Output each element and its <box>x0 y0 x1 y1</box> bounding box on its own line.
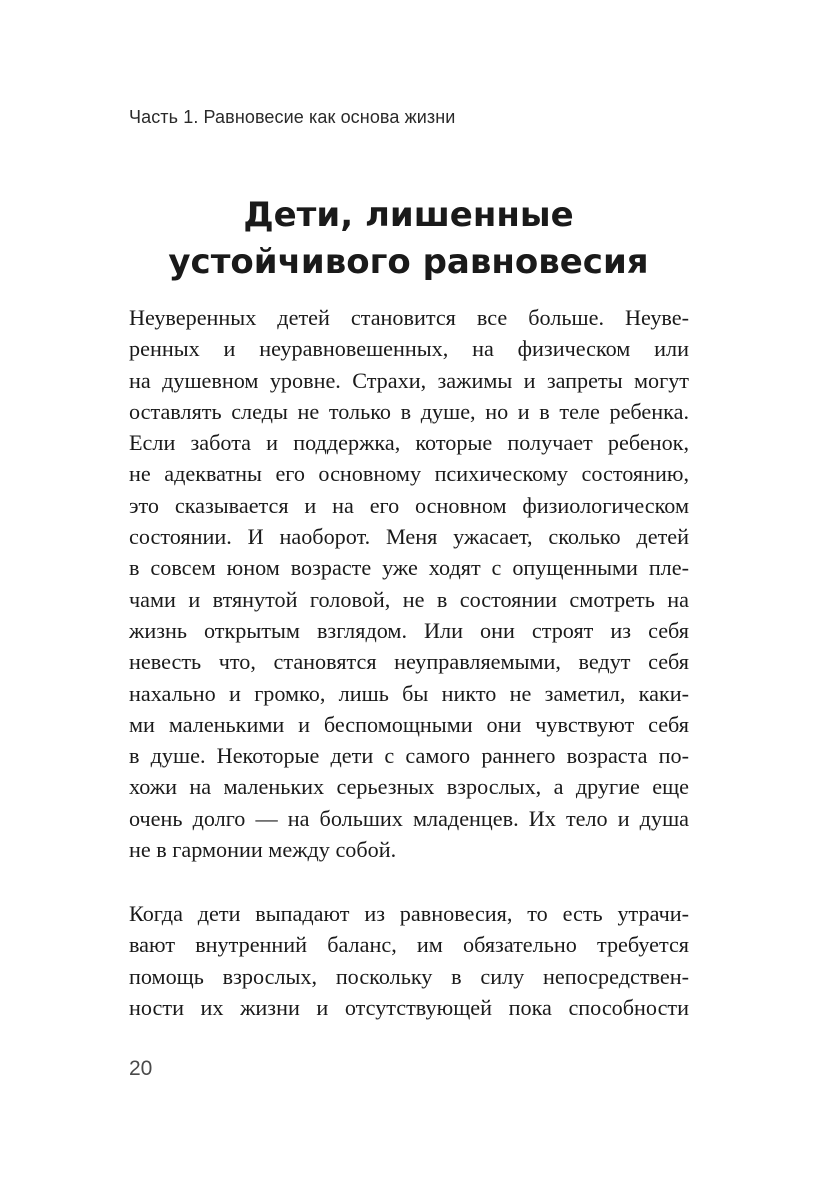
paragraph-2 <box>129 898 689 1023</box>
text-line: на душевном уровне. Страхи, зажимы и запреты могут <box>129 367 689 393</box>
paragraph-1 <box>129 302 689 865</box>
text-line: ми маленькими и беспомощными они чувствуют себя <box>129 711 689 737</box>
text-line: чами и втянутой головой, не в состоянии смотреть на <box>129 586 689 612</box>
text-line: жизнь открытым взглядом. Или они строят из себя <box>129 617 689 643</box>
text-line: вают внутренний баланс, им обязательно требуется <box>129 932 689 958</box>
chapter-title-line-2: устойчивого равновесия <box>168 242 649 282</box>
text-line: в совсем юном возрасте уже ходят с опущенными пле- <box>129 555 689 581</box>
text-line: помощь взрослых, поскольку в силу непосредствен- <box>129 963 689 989</box>
text-line: Когда дети выпадают из равновесия, то есть утрачи- <box>129 901 689 926</box>
text-line: Если забота и поддержка, которые получает ребенок, <box>129 430 689 456</box>
text-line: нахально и громко, лишь бы никто не заметил, каки- <box>129 680 689 706</box>
text-line: ности их жизни и отсутствующей пока способности <box>129 994 689 1020</box>
text-line: это сказывается и на его основном физиологическом <box>129 492 689 518</box>
text-line: не адекватны его основному психическому состоянию, <box>129 461 689 487</box>
text-line: состоянии. И наоборот. Меня ужасает, сколько детей <box>129 524 689 550</box>
page-number: 20 <box>129 1057 153 1080</box>
text-line: очень долго — на больших младенцев. Их тело и душа <box>129 805 689 831</box>
text-line: в душе. Некоторые дети с самого раннего возраста по- <box>129 743 689 769</box>
chapter-title-line-1: Дети, лишенные <box>243 195 574 235</box>
chapter-title <box>110 192 707 286</box>
text-line: невесть что, становятся неуправляемыми, ведут себя <box>129 649 689 675</box>
text-line: ренных и неуравновешенных, на физическом или <box>129 336 689 362</box>
text-line: Неуверенных детей становится все больше. Неуве- <box>129 305 689 330</box>
running-head: Часть 1. Равновесие как основа жизни <box>129 107 456 127</box>
text-line: не в гармонии между собой. <box>129 837 397 863</box>
text-line: хожи на маленьких серьезных взрослых, а другие еще <box>129 774 689 800</box>
text-line: оставлять следы не только в душе, но и в теле ребенка. <box>129 398 689 424</box>
